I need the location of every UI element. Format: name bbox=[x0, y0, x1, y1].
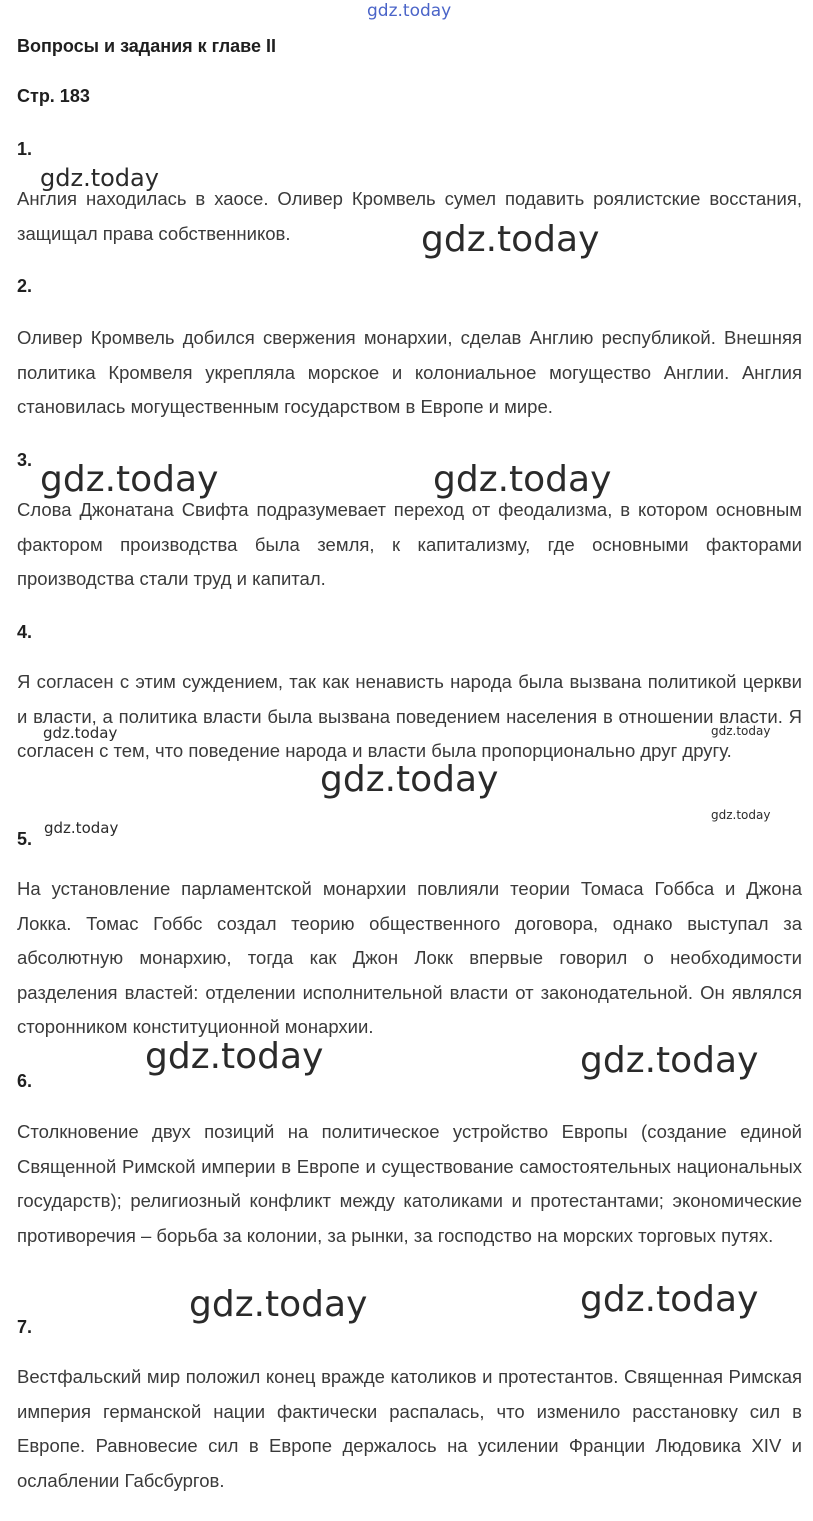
watermark: gdz.today bbox=[580, 1040, 759, 1081]
watermark: gdz.today bbox=[580, 1279, 759, 1320]
watermark: gdz.today bbox=[40, 459, 219, 500]
answer-text: Слова Джонатана Свифта подразумевает переход от феодализма, в котором основным фактором производства была земля, к капитализму, где основными факторами производства стали труд и капитал. bbox=[17, 499, 802, 589]
answer-text: Столкновение двух позиций на политическое устройство Европы (создание единой Священной Римской империи в Европе и существование самостоятельных национальных государств); религиозный конфликт между католиками и протестантами; экономические противоречия – борьба за колонии, за рынки, за господство на морских торговых путях. bbox=[17, 1121, 802, 1246]
answer-text: Оливер Кромвель добился свержения монархии, сделав Англию республикой. Внешняя политика Кромвеля укрепляла морское и колониальное могущество Англии. Англия становилась могущественным государством в Европе и мире. bbox=[17, 327, 802, 417]
answer-text: Англия находилась в хаосе. Оливер Кромвель сумел подавить роялистские восстания, защищал права собственников. bbox=[17, 188, 802, 244]
watermark: gdz.today bbox=[711, 808, 771, 822]
question-number: 4. bbox=[17, 622, 33, 642]
watermark: gdz.today bbox=[189, 1284, 368, 1325]
watermark: gdz.today bbox=[43, 724, 118, 742]
question-number: 7. bbox=[17, 1317, 33, 1337]
question-number: 1. bbox=[17, 139, 33, 159]
answer-text: Я согласен с этим суждением, так как ненависть народа была вызвана политикой церкви и власти, а политика власти была вызвана поведением населения в отношении власти. Я согласен с тем, что поведение народа и власти была пропорционально друг другу. bbox=[17, 671, 802, 761]
watermark: gdz.today bbox=[711, 724, 771, 738]
question-number: 3. bbox=[17, 450, 33, 470]
question-number: 6. bbox=[17, 1071, 33, 1091]
question-number: 5. bbox=[17, 829, 33, 849]
answer-text: Вестфальский мир положил конец вражде католиков и протестантов. Священная Римская империя германской нации фактически распалась, что изменило расстановку сил в Европе. Равновесие сил в Европе держалось на усилении Франции Людовика XIV и ослаблении Габсбургов. bbox=[17, 1366, 802, 1491]
watermark: gdz.today bbox=[433, 459, 612, 500]
watermark: gdz.today bbox=[320, 759, 499, 800]
watermark: gdz.today bbox=[421, 219, 600, 260]
watermark: gdz.today bbox=[145, 1036, 324, 1077]
watermark: gdz.today bbox=[44, 819, 119, 837]
watermark-top: gdz.today bbox=[367, 1, 452, 21]
answer-text: На установление парламентской монархии повлияли теории Томаса Гоббса и Джона Локка. Томас Гоббс создал теорию общественного договора, однако выступал за абсолютную монархию, тогда как Джон Локк впервые говорил о необходимости разделения властей: отделении исполнительной власти от законодательной. Он являлся сторонником конституционной монархии. bbox=[17, 878, 802, 1037]
chapter-title: Вопросы и задания к главе II bbox=[17, 36, 277, 56]
page-reference: Стр. 183 bbox=[17, 86, 90, 106]
question-number: 2. bbox=[17, 276, 33, 296]
watermark: gdz.today bbox=[40, 164, 159, 192]
